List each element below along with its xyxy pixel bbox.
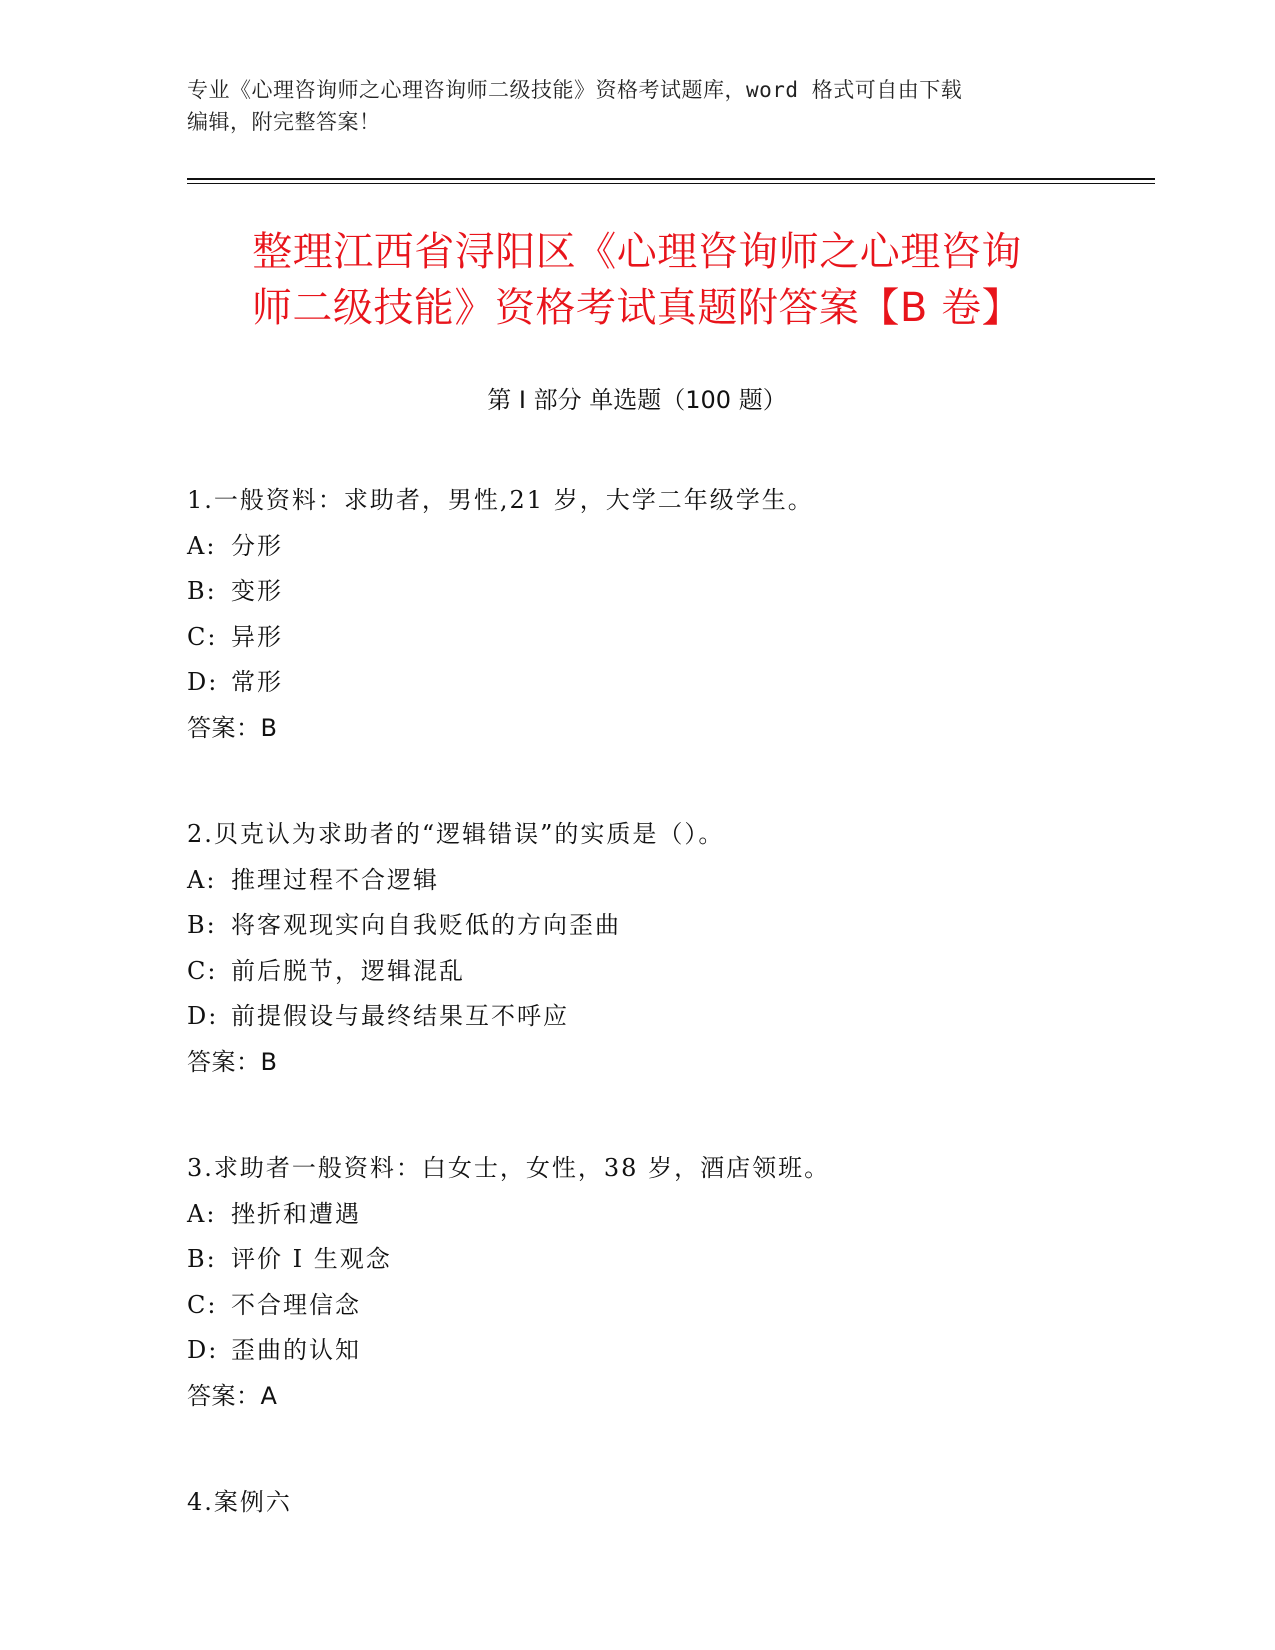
question-3 xyxy=(187,1146,1155,1419)
option-text: 推理过程不合逻辑 xyxy=(231,865,439,894)
option-text: 将客观现实向自我贬低的方向歪曲 xyxy=(231,911,621,939)
option-d xyxy=(187,994,1155,1040)
option-label: B: xyxy=(187,577,217,605)
option-label: A: xyxy=(187,531,217,560)
header-note xyxy=(187,74,1087,138)
document-title-line-2: 师二级技能》资格考试真题附答案【B 卷】 xyxy=(251,285,1023,331)
option-a xyxy=(187,858,1155,904)
option-label: A: xyxy=(187,865,217,894)
option-b xyxy=(187,1237,1155,1283)
option-b xyxy=(187,903,1155,949)
option-text: 歪曲的认知 xyxy=(231,1336,361,1364)
header-rule-thin xyxy=(187,183,1155,184)
option-text: 变形 xyxy=(231,577,283,605)
header-note-line-2: 编辑，附完整答案！ xyxy=(187,110,381,134)
document-title-line-1: 整理江西省浔阳区《心理咨询师之心理咨询 xyxy=(252,229,1022,275)
option-label: B: xyxy=(187,1245,217,1273)
answer: 答案：B xyxy=(187,713,278,742)
option-text: 前提假设与最终结果互不呼应 xyxy=(231,1002,569,1030)
option-text: 前后脱节，逻辑混乱 xyxy=(231,956,465,985)
option-label: B: xyxy=(187,911,217,939)
question-stem: 2.贝克认为求助者的“逻辑错误”的实质是（）。 xyxy=(187,820,725,848)
option-text: 分形 xyxy=(231,531,283,560)
question-stem: 1.一般资料：求助者，男性,21 岁，大学二年级学生。 xyxy=(187,486,814,514)
question-stem: 3.求助者一般资料：白女士，女性，38 岁，酒店领班。 xyxy=(187,1154,831,1182)
document-title xyxy=(187,224,1087,336)
option-c xyxy=(187,1283,1155,1329)
option-label: D: xyxy=(187,668,219,696)
answer: 答案：B xyxy=(187,1047,278,1076)
option-c xyxy=(187,615,1155,661)
option-text: 不合理信念 xyxy=(231,1290,361,1319)
option-label: D: xyxy=(187,1336,219,1364)
question-stem: 4.案例六 xyxy=(187,1488,292,1516)
answer: 答案：A xyxy=(187,1381,278,1410)
section-heading: 第 I 部分 单选题（100 题） xyxy=(487,386,787,414)
option-text: 评价 I 生观念 xyxy=(231,1245,392,1273)
question-1 xyxy=(187,478,1155,751)
question-4 xyxy=(187,1480,1155,1526)
option-c xyxy=(187,949,1155,995)
option-d xyxy=(187,660,1155,706)
option-text: 挫折和遭遇 xyxy=(231,1199,361,1228)
option-d xyxy=(187,1328,1155,1374)
option-label: D: xyxy=(187,1002,219,1030)
option-a xyxy=(187,524,1155,570)
option-label: C: xyxy=(187,1290,218,1319)
option-b xyxy=(187,569,1155,615)
question-2 xyxy=(187,812,1155,1085)
option-a xyxy=(187,1192,1155,1238)
option-text: 异形 xyxy=(231,622,283,651)
header-rule-thick xyxy=(187,178,1155,180)
option-text: 常形 xyxy=(231,668,283,696)
option-label: A: xyxy=(187,1199,217,1228)
option-label: C: xyxy=(187,622,218,651)
question-list xyxy=(187,478,1155,1587)
header-note-line-1: 专业《心理咨询师之心理咨询师二级技能》资格考试题库，word 格式可自由下载 xyxy=(187,78,963,102)
option-label: C: xyxy=(187,956,218,985)
